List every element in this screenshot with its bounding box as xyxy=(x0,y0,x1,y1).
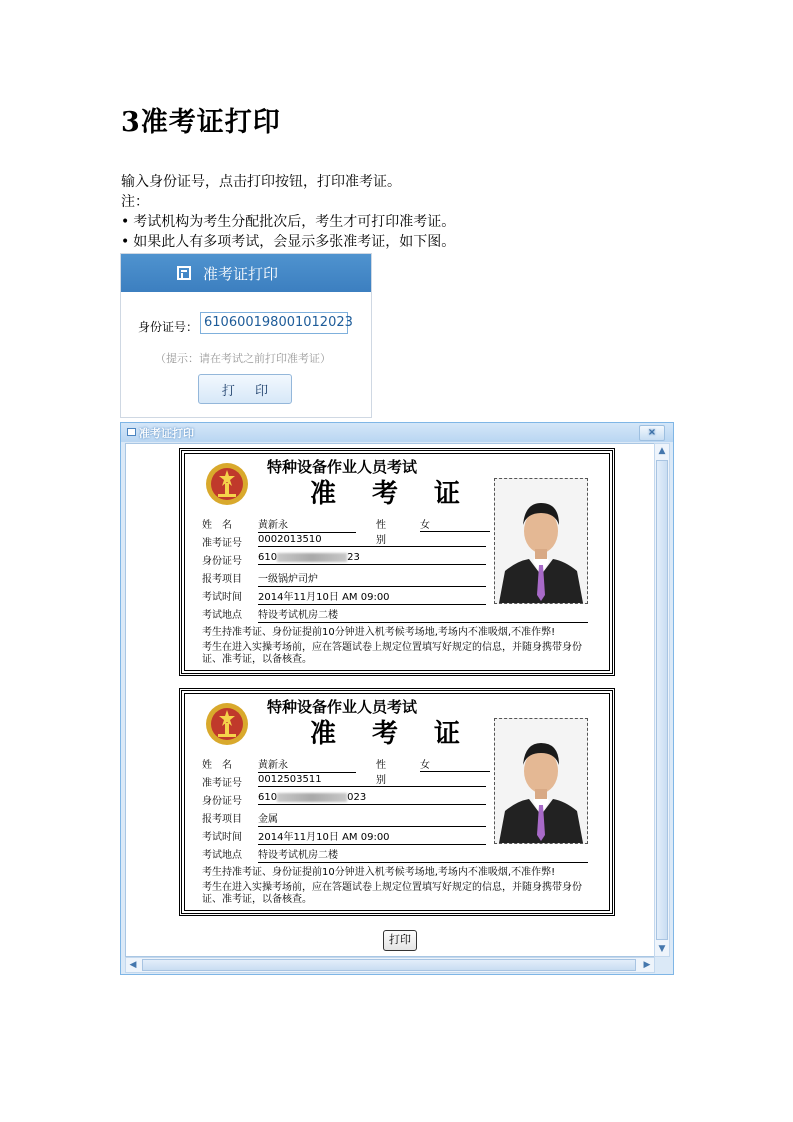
ticket-heading: 特种设备作业人员考试 xyxy=(266,698,417,716)
place-label: 考试地点 xyxy=(202,610,242,621)
scroll-right-icon[interactable]: ▶ xyxy=(643,960,651,970)
window-titlebar xyxy=(121,423,673,442)
ticket-no-label: 准考证号 xyxy=(202,538,242,549)
panel-title: 准考证打印 xyxy=(203,264,279,283)
window-icon xyxy=(127,428,136,436)
scroll-left-icon[interactable]: ◀ xyxy=(129,960,137,970)
place-value: 特设考试机房二楼 xyxy=(258,846,588,863)
item-label: 报考项目 xyxy=(202,814,242,825)
time-value: 2014年11月10日 AM 09:00 xyxy=(258,828,486,845)
notice-text: 考生持准考证、身份证提前10分钟进入机考候考场地,考场内不准吸烟,不准作弊! xyxy=(202,627,556,638)
time-label: 考试时间 xyxy=(202,592,242,603)
gender-label: 性 别 xyxy=(376,760,396,786)
id-label: 身份证号： xyxy=(138,320,199,334)
print-window xyxy=(120,422,674,975)
window-title: 准考证打印 xyxy=(139,426,194,440)
note-label: 注： xyxy=(121,194,149,210)
item-value: 金属 xyxy=(258,810,486,827)
print-form-icon xyxy=(177,266,191,280)
panel-header xyxy=(121,254,371,292)
bullet-item: • 考试机构为考生分配批次后，考生才可打印准考证。 xyxy=(121,212,455,232)
ticket-big-title: 准 考 证 xyxy=(309,479,460,509)
name-label: 姓 名 xyxy=(202,520,232,531)
scroll-up-icon[interactable]: ▲ xyxy=(658,446,666,456)
window-content xyxy=(125,443,655,957)
bullet-item: • 如果此人有多项考试，会显示多张准考证，如下图。 xyxy=(121,232,455,252)
hint-text: （提示：请在考试之前打印准考证） xyxy=(155,352,331,365)
admission-ticket xyxy=(179,448,615,676)
dialog-print-button[interactable]: 打印 xyxy=(383,930,417,951)
gender-value: 女 xyxy=(420,516,490,532)
redacted-id xyxy=(277,793,347,802)
item-label: 报考项目 xyxy=(202,574,242,585)
id-input[interactable]: 610600198001012023 xyxy=(200,312,348,334)
intro-text: 输入身份证号，点击打印按钮，打印准考证。 xyxy=(121,174,401,190)
notice-text: 考生持准考证、身份证提前10分钟进入机考候考场地,考场内不准吸烟,不准作弊! xyxy=(202,867,556,878)
close-icon[interactable]: × xyxy=(639,425,665,441)
place-label: 考试地点 xyxy=(202,850,242,861)
time-value: 2014年11月10日 AM 09:00 xyxy=(258,588,486,605)
id-suffix: 023 xyxy=(347,792,367,803)
id-prefix: 610 xyxy=(258,552,278,563)
doc-title: 3准考证打印 xyxy=(121,107,281,138)
ticket-big-title: 准 考 证 xyxy=(309,719,460,749)
place-value: 特设考试机房二楼 xyxy=(258,606,588,623)
id-label: 身份证号 xyxy=(202,796,242,807)
ticket-heading: 特种设备作业人员考试 xyxy=(266,458,417,476)
candidate-photo xyxy=(494,718,588,844)
id-prefix: 610 xyxy=(258,792,278,803)
scroll-thumb[interactable] xyxy=(142,959,636,971)
scroll-thumb[interactable] xyxy=(656,460,668,940)
ticket-no-value: 0002013510 xyxy=(258,534,486,547)
horizontal-scrollbar[interactable] xyxy=(125,957,655,973)
print-button[interactable]: 打 印 xyxy=(198,374,292,404)
id-label: 身份证号 xyxy=(202,556,242,567)
name-label: 姓 名 xyxy=(202,760,232,771)
item-value: 一级锅炉司炉 xyxy=(258,570,486,587)
gender-label: 性 别 xyxy=(376,520,396,546)
admission-ticket xyxy=(179,688,615,916)
ticket-no-value: 0012503511 xyxy=(258,774,486,787)
notice-text: 考生在进入实操考场前，应在答题试卷上规定位置填写好规定的信息，并随身携带身份证、准考证，以备核查。 xyxy=(202,882,582,905)
name-value: 黄新永 xyxy=(258,516,356,533)
time-label: 考试时间 xyxy=(202,832,242,843)
scroll-down-icon[interactable]: ▼ xyxy=(658,944,666,954)
ticket-no-label: 准考证号 xyxy=(202,778,242,789)
id-suffix: 23 xyxy=(347,552,360,563)
name-value: 黄新永 xyxy=(258,756,356,773)
vertical-scrollbar[interactable] xyxy=(654,443,670,957)
candidate-photo xyxy=(494,478,588,604)
redacted-id xyxy=(277,553,347,562)
gender-value: 女 xyxy=(420,756,490,772)
print-panel xyxy=(120,253,372,418)
notice-text: 考生在进入实操考场前，应在答题试卷上规定位置填写好规定的信息，并随身携带身份证、准考证，以备核查。 xyxy=(202,642,582,665)
